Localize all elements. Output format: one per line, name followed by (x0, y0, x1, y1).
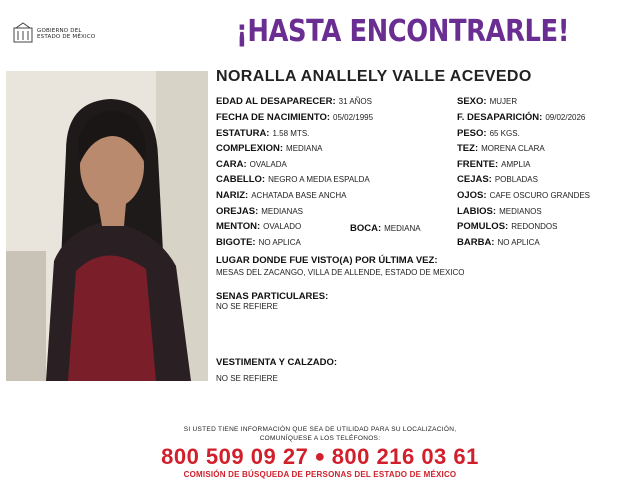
vestimenta-label: VESTIMENTA Y CALZADO: (216, 357, 338, 368)
field-labios (457, 206, 542, 217)
field-label: LABIOS: (457, 206, 497, 217)
field-label: COMPLEXION: (216, 143, 284, 154)
footer-note-line-2: COMUNÍQUESE A LOS TELÉFONOS: (259, 435, 381, 442)
field-value: MORENA CLARA (481, 144, 545, 153)
field-value: AMPLIA (501, 160, 531, 169)
field-value: MEDIANOS (499, 207, 542, 216)
field-label: OJOS: (457, 190, 487, 201)
field-label: FECHA DE NACIMIENTO: (216, 112, 330, 123)
field-complexion (216, 143, 322, 154)
field-boca (350, 223, 421, 234)
vestimenta-value: NO SE REFIERE (216, 374, 278, 383)
field-cejas (457, 174, 538, 185)
field-label: CEJAS: (457, 174, 492, 185)
last-seen-label: LUGAR DONDE FUE VISTO(A) POR ÚLTIMA VEZ: (216, 255, 438, 266)
field-value: MEDIANA (384, 224, 421, 233)
phone-number-2: 800 216 03 61 (331, 444, 479, 469)
logo-line-1: GOBIERNO DEL (37, 28, 82, 34)
footer-note (0, 425, 640, 443)
field-value: MEDIANAS (261, 207, 304, 216)
footer-note-line-1: SI USTED TIENE INFORMACIÓN QUE SEA DE UTILIDAD PARA SU LOCALIZACIÓN, (183, 426, 457, 433)
field-value: REDONDOS (511, 222, 558, 231)
phone-numbers (0, 444, 640, 470)
field-value: CAFE OSCURO GRANDES (489, 191, 591, 200)
logo-line-2: ESTADO DE MÉXICO (37, 34, 96, 40)
field-label: POMULOS: (457, 221, 509, 232)
phone-number-1: 800 509 09 27 (161, 444, 309, 469)
field-value: MEDIANA (286, 144, 323, 153)
last-seen-value: MESAS DEL ZACANGO, VILLA DE ALLENDE, ESTADO DE MEXICO (216, 268, 465, 277)
field-label: NARIZ: (216, 190, 249, 201)
field-label: OREJAS: (216, 206, 259, 217)
field-label: CARA: (216, 159, 247, 170)
field-value: NEGRO A MEDIA ESPALDA (268, 175, 370, 184)
field-label: EDAD AL DESAPARECER: (216, 96, 336, 107)
field-estatura (216, 128, 309, 139)
person-photo (6, 71, 208, 381)
field-value: 05/02/1995 (333, 113, 374, 122)
field-bigote (216, 237, 301, 248)
field-label: BARBA: (457, 237, 495, 248)
field-value: OVALADO (263, 222, 302, 231)
field-value: 65 KGS. (489, 129, 520, 138)
field-cabello (216, 174, 370, 185)
field-label: ESTATURA: (216, 128, 270, 139)
field-value: MUJER (489, 97, 518, 106)
organization-name: COMISIÓN DE BÚSQUEDA DE PERSONAS DEL ESTADO DE MÉXICO (183, 470, 457, 479)
field-barba (457, 237, 540, 248)
field-label: TEZ: (457, 143, 479, 154)
field-value: 1.58 MTS. (272, 129, 310, 138)
state-crest-icon (12, 22, 34, 44)
field-value: NO APLICA (497, 238, 540, 247)
field-value: 09/02/2026 (545, 113, 586, 122)
person-photo-illustration (6, 71, 208, 381)
field-pomulos (457, 221, 557, 232)
field-fecha-desaparicion (457, 112, 585, 123)
field-value: 31 AÑOS (338, 97, 372, 106)
field-label: FRENTE: (457, 159, 499, 170)
person-name: NORALLA ANALLELY VALLE ACEVEDO (216, 68, 532, 85)
banner-title: ¡HASTA ENCONTRARLE! (236, 14, 570, 49)
senas-value: NO SE REFIERE (216, 302, 278, 311)
senas-label: SENAS PARTICULARES: (216, 291, 329, 302)
field-value: ACHATADA BASE ANCHA (251, 191, 347, 200)
logo-text (37, 28, 95, 40)
field-label: SEXO: (457, 96, 487, 107)
field-edad (216, 96, 372, 107)
field-label: BOCA: (350, 223, 382, 234)
field-label: PESO: (457, 128, 487, 139)
field-label: MENTON: (216, 221, 261, 232)
field-value: NO APLICA (258, 238, 301, 247)
field-frente (457, 159, 531, 170)
field-peso (457, 128, 520, 139)
field-label: F. DESAPARICIÓN: (457, 112, 543, 123)
field-nariz (216, 190, 347, 201)
field-menton (216, 221, 301, 232)
field-ojos (457, 190, 590, 201)
field-sexo (457, 96, 517, 107)
field-label: CABELLO: (216, 174, 266, 185)
government-logo (12, 22, 122, 46)
field-label: BIGOTE: (216, 237, 256, 248)
bullet-separator-icon: ● (314, 446, 326, 466)
field-tez (457, 143, 545, 154)
field-cara (216, 159, 287, 170)
field-fecha-nacimiento (216, 112, 373, 123)
field-value: POBLADAS (494, 175, 538, 184)
field-orejas (216, 206, 303, 217)
field-value: OVALADA (249, 160, 287, 169)
